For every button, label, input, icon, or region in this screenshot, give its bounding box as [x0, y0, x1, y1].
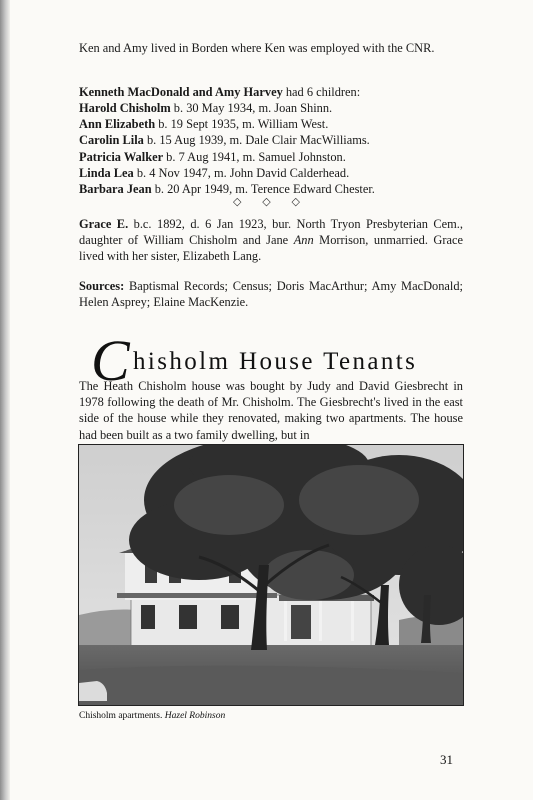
child-name: Ann Elizabeth [79, 117, 156, 132]
sources-paragraph [79, 278, 463, 310]
child-details: b. 7 Aug 1941, m. Samuel Johnston. [163, 149, 346, 164]
child-details: b. 19 Sept 1935, m. William West. [155, 117, 329, 132]
photo-caption [79, 711, 225, 721]
caption-credit: Hazel Robinson [164, 711, 226, 721]
child-details: b. 15 Aug 1939, m. Dale Clair MacWilliams. [143, 133, 370, 148]
section-divider: ◇ ◇ ◇ [233, 196, 309, 208]
child-name: Carolin Lila [79, 133, 144, 148]
list-item [79, 132, 463, 148]
heading-initial: C [91, 328, 130, 393]
sources-text: Baptismal Records; Census; Doris MacArthur; Amy MacDonald; Helen Asprey; Elaine MacKenzie. [79, 279, 463, 310]
book-gutter-shadow [0, 0, 10, 800]
child-details: b. 4 Nov 1947, m. John David Calderhead. [133, 165, 350, 180]
grace-name: Grace E. [79, 217, 129, 231]
children-intro [79, 84, 463, 100]
child-details: b. 20 Apr 1949, m. Terence Edward Chester. [151, 182, 375, 197]
child-name: Harold Chisholm [79, 101, 171, 115]
children-list [79, 100, 463, 197]
list-item [79, 100, 463, 116]
intro-paragraph: Ken and Amy lived in Borden where Ken was employed with the CNR. [79, 41, 435, 55]
parents-names: Kenneth MacDonald and Amy Harvey [79, 85, 283, 99]
grace-text-b: Morrison, unmarried. Grace lived with her sister, Elizabeth Lang. [79, 233, 463, 264]
house-paragraph: The Heath Chisholm house was bought by Judy and David Giesbrecht in 1978 following the death of Mr. Chisholm. The Giesbrecht's lived in the east side of the house while they renovated, making two apartments. The house had been built as a two family dwelling, but in [79, 379, 463, 442]
grace-text-a: b.c. 1892, d. 6 Jan 1923, bur. North Tryon Presbyterian Cem., daughter of William Chisholm and Jane [79, 217, 464, 248]
heading-text: hisholm House Tenants [133, 348, 418, 375]
list-item [79, 165, 463, 181]
page-number: 31 [440, 752, 453, 767]
child-name: Patricia Walker [79, 149, 164, 164]
grace-ann: Ann [293, 233, 314, 248]
house-photo [78, 444, 464, 706]
child-name: Linda Lea [79, 165, 134, 180]
caption-text: Chisholm apartments. [79, 711, 165, 721]
children-intro-text: had 6 children: [282, 85, 361, 99]
list-item [79, 116, 463, 132]
child-details: b. 30 May 1934, m. Joan Shinn. [170, 101, 333, 115]
grace-paragraph [79, 216, 463, 265]
sources-label: Sources: [79, 279, 125, 293]
child-name: Barbara Jean [79, 182, 152, 197]
list-item [79, 149, 463, 165]
